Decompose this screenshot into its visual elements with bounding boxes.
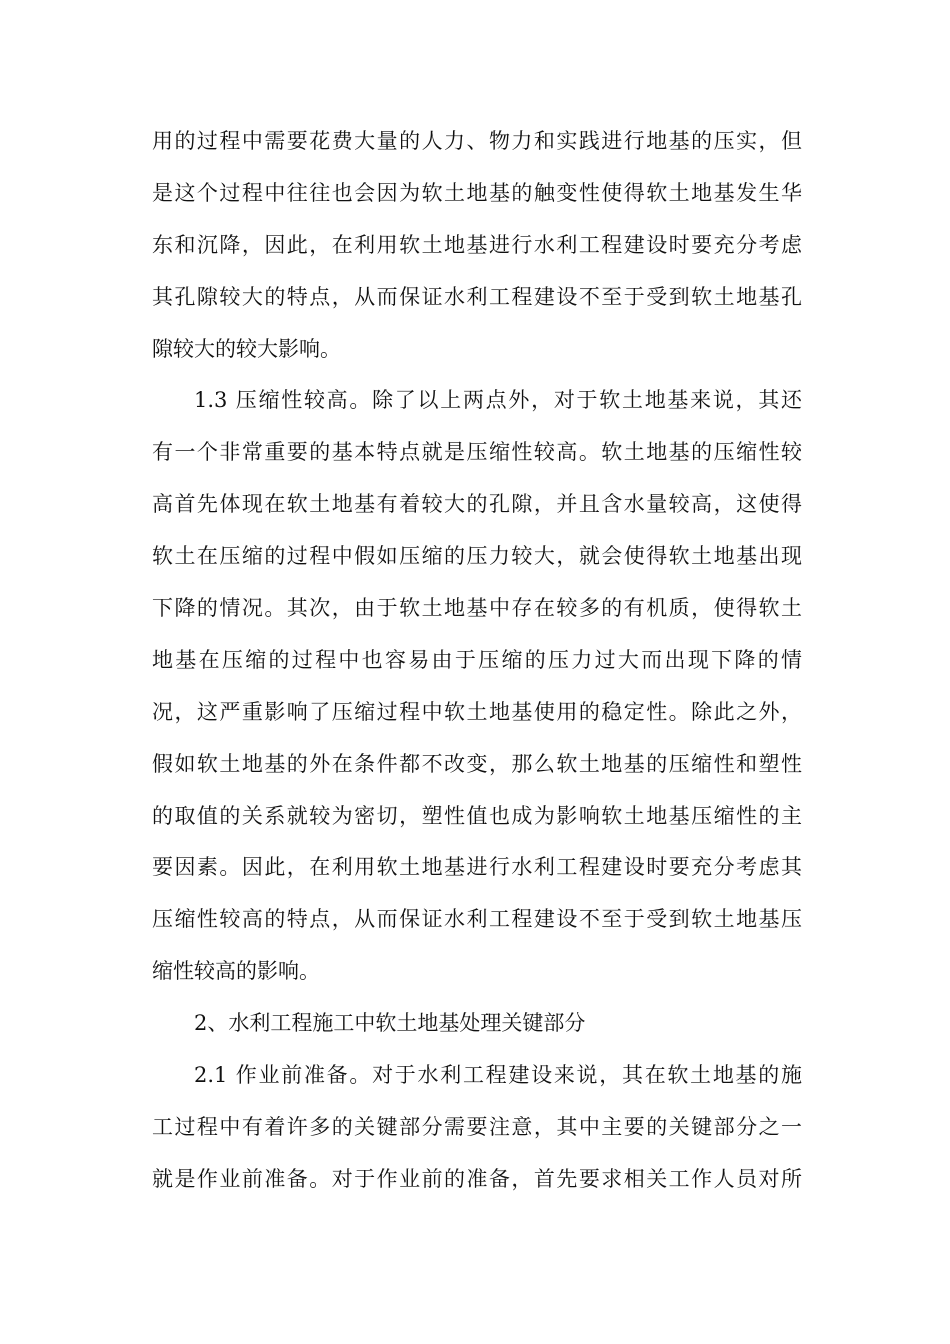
body-text bbox=[152, 116, 802, 1206]
text-line: 软土在压缩的过程中假如压缩的压力较大，就会使得软土地基出现 bbox=[152, 544, 802, 569]
text-line: 用的过程中需要花费大量的人力、物力和实践进行地基的压实，但 bbox=[152, 129, 802, 153]
paragraph bbox=[152, 375, 802, 998]
paragraph bbox=[152, 1050, 802, 1206]
text-line: 假如软土地基的外在条件都不改变，那么软土地基的压缩性和塑性 bbox=[152, 751, 802, 776]
text-line: 缩性较高的影响。 bbox=[152, 959, 320, 984]
text-line: 2.1 作业前准备。对于水利工程建设来说，其在软土地基的施 bbox=[194, 1063, 802, 1088]
text-line: 1.3 压缩性较高。除了以上两点外，对于软土地基来说，其还 bbox=[194, 388, 802, 413]
text-line: 工过程中有着许多的关键部分需要注意，其中主要的关键部分之一 bbox=[152, 1114, 802, 1139]
text-line: 压缩性较高的特点，从而保证水利工程建设不至于受到软土地基压 bbox=[152, 907, 802, 932]
text-line: 就是作业前准备。对于作业前的准备，首先要求相关工作人员对所 bbox=[152, 1166, 802, 1191]
text-line: 地基在压缩的过程中也容易由于压缩的压力过大而出现下降的情 bbox=[152, 647, 802, 672]
text-line: 下降的情况。其次，由于软土地基中存在较多的有机质，使得软土 bbox=[152, 596, 802, 621]
text-line: 其孔隙较大的特点，从而保证水利工程建设不至于受到软土地基孔 bbox=[152, 284, 802, 309]
text-line: 高首先体现在软土地基有着较大的孔隙，并且含水量较高，这使得 bbox=[152, 492, 802, 517]
text-line: 的取值的关系就较为密切，塑性值也成为影响软土地基压缩性的主 bbox=[152, 803, 802, 828]
text-line: 是这个过程中往往也会因为软土地基的触变性使得软土地基发生华 bbox=[152, 180, 802, 205]
heading-line: 2、水利工程施工中软土地基处理关键部分 bbox=[194, 1011, 586, 1036]
text-line: 要因素。因此，在利用软土地基进行水利工程建设时要充分考虑其 bbox=[152, 855, 802, 880]
text-line: 有一个非常重要的基本特点就是压缩性较高。软土地基的压缩性较 bbox=[152, 440, 802, 465]
text-line: 东和沉降，因此，在利用软土地基进行水利工程建设时要充分考虑 bbox=[152, 232, 802, 257]
text-line: 隙较大的较大影响。 bbox=[152, 336, 341, 361]
text-line: 况，这严重影响了压缩过程中软土地基使用的稳定性。除此之外， bbox=[152, 699, 802, 724]
section-heading bbox=[152, 998, 802, 1050]
paragraph bbox=[152, 116, 802, 375]
